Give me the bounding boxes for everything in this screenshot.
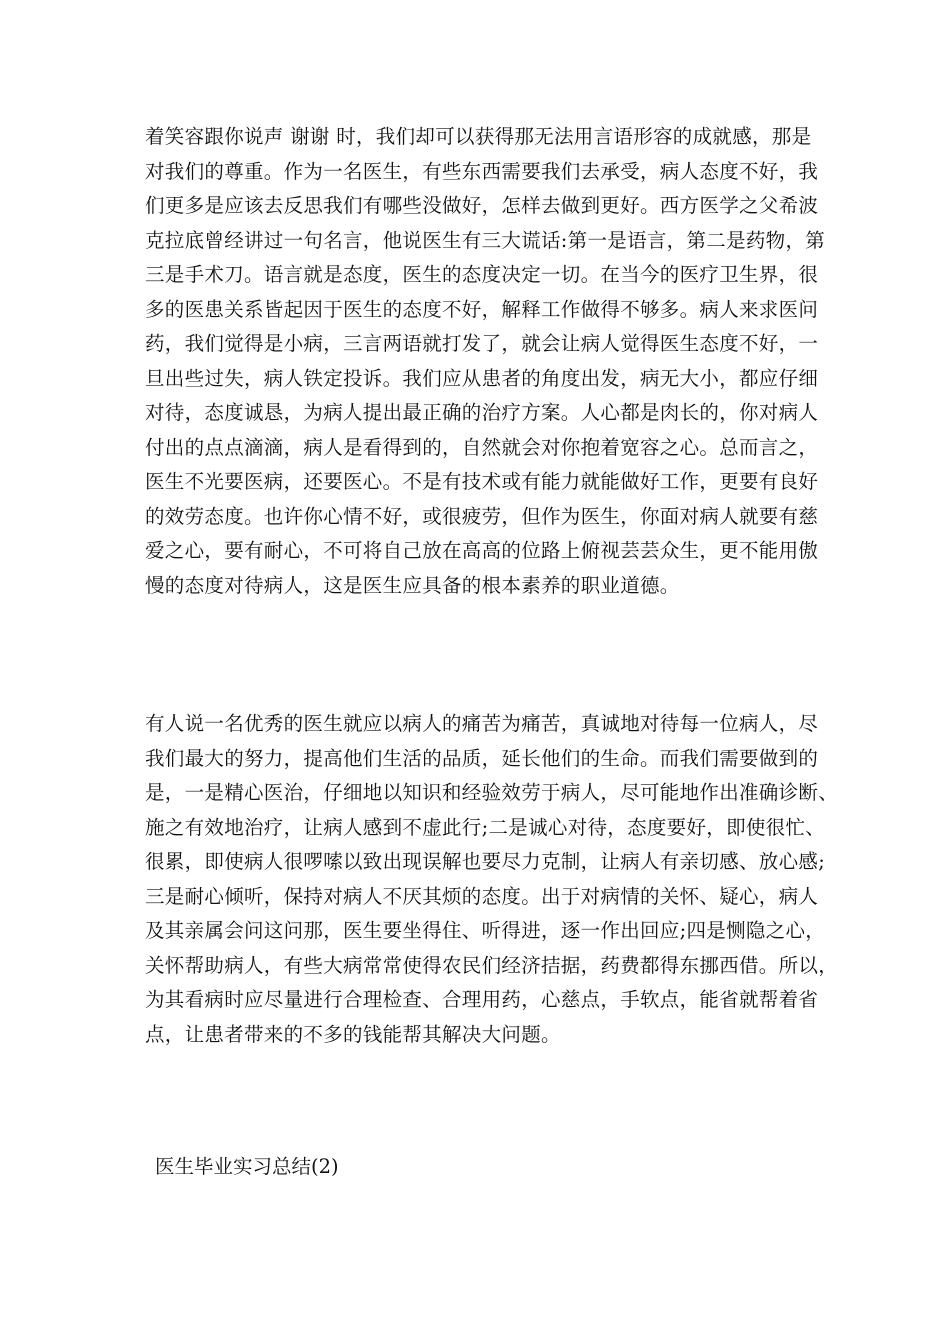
text-line: 旦出些过失，病人铁定投诉。我们应从患者的角度出发，病无大小，都应仔细 [145, 366, 819, 390]
text-line: 关怀帮助病人，有些大病常常使得农民们经济拮据，药费都得东挪西借。所以， [145, 953, 839, 977]
text-line: 药，我们觉得是小病，三言两语就打发了，就会让病人觉得医生态度不好，一 [145, 332, 819, 355]
text-line: 为其看病时应尽量进行合理检查、合理用药，心慈点，手软点，能省就帮着省 [145, 988, 819, 1011]
paragraph-doctor-attitude [145, 120, 826, 603]
text-line: 施之有效地治疗，让病人感到不虚此行;二是诚心对待，态度要好，即使很忙、 [145, 815, 826, 839]
text-line: 三是手术刀。语言就是态度，医生的态度决定一切。在当今的医疗卫生界，很 [145, 263, 819, 286]
text-line: 的效劳态度。也许你心情不好，或很疲劳，但作为医生，你面对病人就要有慈 [145, 504, 819, 528]
text-line: 点，让患者带来的不多的钱能帮其解决大问题。 [145, 1022, 561, 1046]
text-line: 很累，即使病人很啰嗦以致出现误解也要尽力克制，让病人有亲切感、放心感; [145, 850, 826, 873]
text-line: 爱之心，要有耐心，不可将自己放在高高的位路上俯视芸芸众生，更不能用傲 [145, 539, 819, 562]
text-line: 及其亲属会问这问那，医生要坐得住、听得进，逐一作出回应;四是恻隐之心， [145, 919, 826, 942]
text-line: 付出的点点滴滴，病人是看得到的，自然就会对你抱着宽容之心。总而言之， [145, 435, 819, 459]
section-heading: 医生毕业实习总结(2) [155, 1155, 339, 1178]
text-line: 多的医患关系皆起因于医生的态度不好，解释工作做得不够多。病人来求医问 [145, 297, 819, 321]
text-line: 慢的态度对待病人，这是医生应具备的根本素养的职业道德。 [145, 573, 680, 597]
text-line: 有人说一名优秀的医生就应以病人的痛苦为痛苦，真诚地对待每一位病人，尽 [145, 712, 819, 735]
text-line: 三是耐心倾听，保持对病人不厌其烦的态度。出于对病情的关怀、疑心，病人 [145, 884, 819, 908]
text-line: 我们最大的努力，提高他们生活的品质，延长他们的生命。而我们需要做到的 [145, 746, 819, 770]
text-line: 医生不光要医病，还要医心。不是有技术或有能力就能做好工作，更要有良好 [145, 470, 819, 493]
text-line: 着笑容跟你说声 谢谢 时，我们却可以获得那无法用言语形容的成就感，那是 [145, 125, 812, 148]
text-line: 克拉底曾经讲过一句名言，他说医生有三大谎话:第一是语言，第二是药物，第 [145, 228, 826, 252]
text-line: 们更多是应该去反思我们有哪些没做好，怎样去做到更好。西方医学之父希波 [145, 194, 819, 217]
text-line: 是，一是精心医治，仔细地以知识和经验效劳于病人，尽可能地作出准确诊断、 [145, 781, 839, 804]
paragraph-excellent-doctor [145, 707, 839, 1052]
text-line: 对我们的尊重。作为一名医生，有些东西需要我们去承受，病人态度不好，我 [145, 159, 819, 183]
text-line: 对待，态度诚恳，为病人提出最正确的治疗方案。人心都是肉长的，你对病人 [145, 401, 819, 424]
